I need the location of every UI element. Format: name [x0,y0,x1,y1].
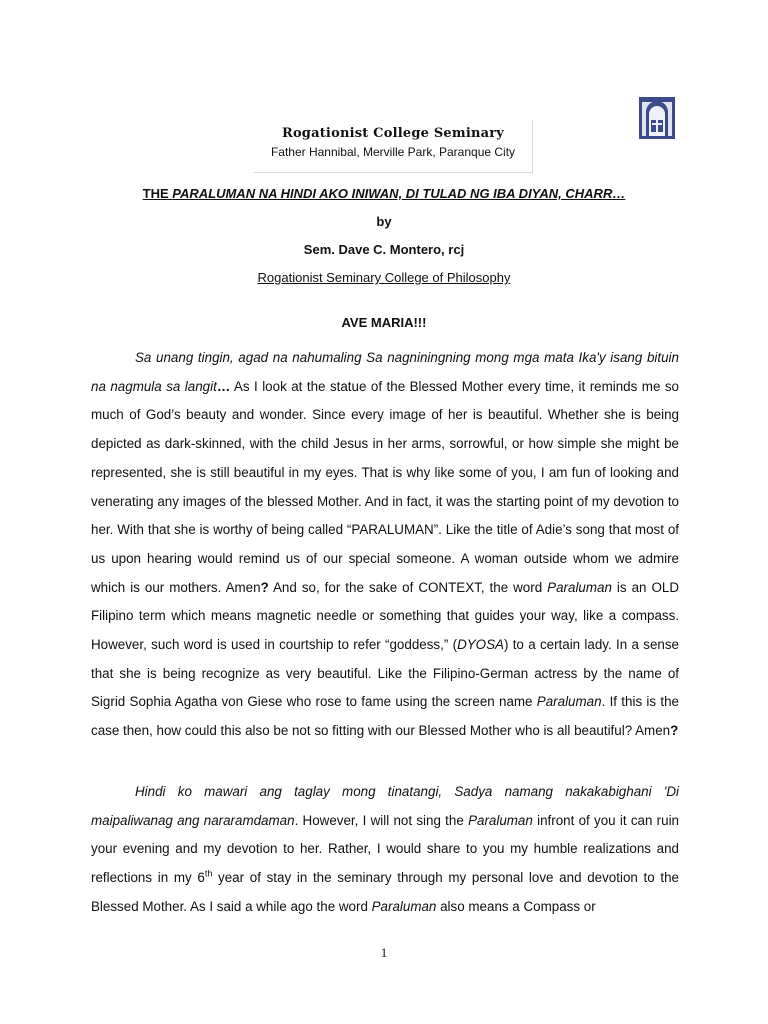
author-affiliation: Rogationist Seminary College of Philosophy [257,270,511,285]
p1-text-4: ) to a certain lady. In a sense that she is being recognize as very beautiful. Like the Filipino-German actress by the name of Sigrid Sophia Agatha von Giese who rose to fame using the screen name [91,637,679,710]
paragraph-2 [91,778,679,922]
p1-text-3: is an OLD Filipino term which means magnetic needle or something that guides your way, like a compass. However, such word is used in courtship to refer “goddess,” ( [91,579,679,653]
institution-address: Father Hannibal, Merville Park, Paranque City [270,145,516,159]
p2-text-2: infront of you it can ruin your evening and my devotion to her. Rather, I would share to you my humble realizations and reflections in my 6 [91,812,679,886]
seminary-logo [638,96,676,140]
p1-word-dyosa: DYOSA [457,637,504,653]
p1-word-paraluman-2: Paraluman [536,694,602,710]
author-name: Sem. Dave C. Montero, rcj [303,242,465,257]
p1-text-5: . If this is the case then, how could this also be not so fitting with our Blessed Mother who is all beautiful? Amen [91,694,679,739]
paragraph-1 [91,344,679,746]
p1-question-2: ? [670,723,679,739]
p1-lyric: Sa unang tingin, agad na nahumaling Sa nagniningning mong mga mata Ika'y isang bituin na nagmula sa langit [91,350,679,394]
p1-text-1: As I look at the statue of the Blessed Mother every time, it reminds me so much of God’s beauty and wonder. Since every image of her is beautiful. Whether she is being depicted as dark-skinned, with the child Jesus in her arms, sorrowful, or how simple she might be represented, she is still beautiful in my eyes. That is why like some of you, I am fun of looking and venerating any images of the blessed Mother. And in fact, it was the starting point of my devotion to her. With that she is worthy of being called “PARALUMAN”. Like the title of Adie’s song that most of us upon hearing would remind us of our special someone. A woman outside whom we admire which is our mothers. Amen [91,378,679,595]
p2-text-4: also means a Compass or [436,898,596,914]
title-prefix: THE [142,186,173,201]
p2-word-paraluman-1: Paraluman [468,812,533,828]
p1-text-2: And so, for the sake of CONTEXT, the word [268,579,548,595]
title-italic: PARALUMAN NA HINDI AKO INIWAN, DI TULAD NG IBA DIYAN, CHARR… [172,186,626,201]
document-title [0,186,768,201]
greeting: AVE MARIA!!! [341,315,427,330]
p1-question-1: ? [260,579,269,595]
p2-word-paraluman-2: Paraluman [371,898,437,914]
p1-word-paraluman-1: Paraluman [547,579,612,595]
byline-by: by [376,214,392,229]
p2-lyric: Hindi ko mawari ang taglay mong tinatangi, Sadya namang nakakabighani 'Di maipaliwanag ang nararamdaman [91,784,679,828]
p2-text-1: . However, I will not sing the [294,812,469,828]
p2-superscript: th [204,868,213,879]
letterhead [254,120,533,173]
institution-name: Rogationist College Seminary [281,126,505,141]
p1-ellipsis: … [216,378,231,394]
p2-text-3: year of stay in the seminary through my personal love and devotion to the Blessed Mother. As I said a while ago the word [91,870,679,914]
page-number: 1 [380,945,388,960]
